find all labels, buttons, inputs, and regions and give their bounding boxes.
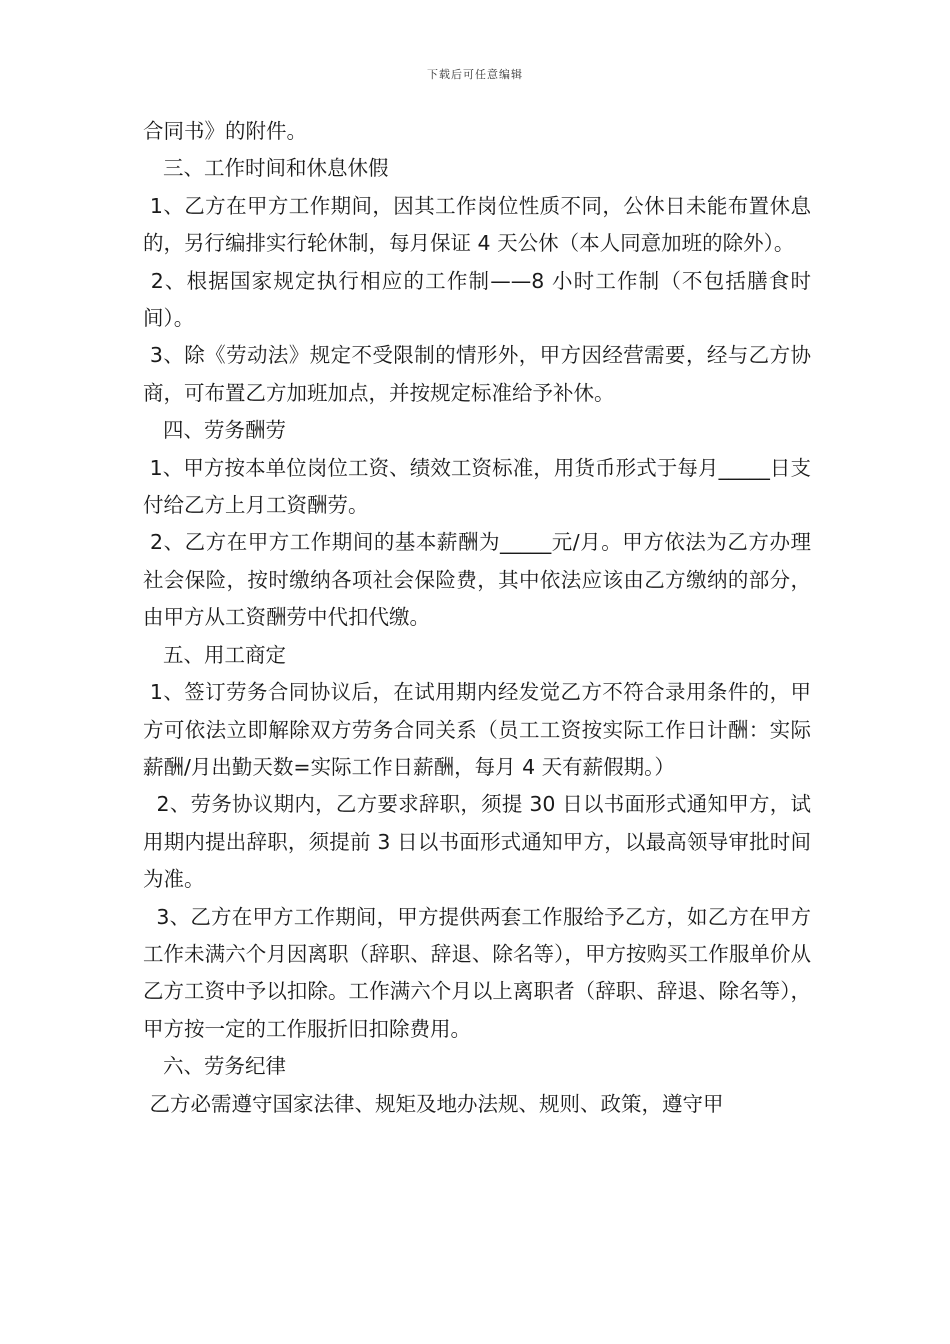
section-heading-remuneration: 四、劳务酬劳	[163, 418, 286, 443]
clause-3-3: 3、除《劳动法》规定不受限制的情形外，甲方因经营需要，经与乙方协商，可布置乙方加班加点，并按规定标准给予补休。	[143, 343, 811, 405]
page-header: 下载后可任意编辑	[427, 68, 523, 81]
clause-4-2: 2、乙方在甲方工作期间的基本薪酬为_____元/月。甲方依法为乙方办理社会保险，按时缴纳各项社会保险费，其中依法应该由乙方缴纳的部分，由甲方从工资酬劳中代扣代缴。	[143, 530, 811, 630]
clause-4-1: 1、甲方按本单位岗位工资、绩效工资标准，用货币形式于每月_____日支付给乙方上月工资酬劳。	[143, 455, 811, 518]
section-heading-employment-terms: 五、用工商定	[163, 642, 286, 667]
clause-5-2: 2、劳务协议期内，乙方要求辞职，须提 30 日以书面形式通知甲方，试用期内提出辞职，须提前 3 日以书面形式通知甲方，以最高领导审批时间为准。	[143, 792, 811, 892]
clause-3-2: 2、根据国家规定执行相应的工作制——8 小时工作制（不包括膳食时间）。	[143, 268, 811, 331]
paragraph-continuation: 合同书》的附件。	[143, 119, 307, 143]
section-heading-work-hours: 三、工作时间和休息休假	[163, 156, 389, 181]
section-heading-discipline: 六、劳务纪律	[163, 1054, 286, 1079]
clause-5-1: 1、签订劳务合同协议后，在试用期内经发觉乙方不符合录用条件的，甲方可依法立即解除双方劳务合同关系（员工工资按实际工作日计酬：实际薪酬/月出勤天数=实际工作日薪酬，每月 4 天有薪假期。）	[143, 680, 811, 779]
document-body	[143, 113, 811, 1123]
clause-5-3: 3、乙方在甲方工作期间，甲方提供两套工作服给予乙方，如乙方在甲方工作未满六个月因离职（辞职、辞退、除名等），甲方按购买工作服单价从乙方工资中予以扣除。工作满六个月以上离职者（辞职、辞退、除名等），甲方按一定的工作服折旧扣除费用。	[143, 904, 811, 1041]
clause-6-intro: 乙方必需遵守国家法律、规矩及地办法规、规则、政策，遵守甲	[143, 1091, 724, 1116]
clause-3-1: 1、乙方在甲方工作期间，因其工作岗位性质不同，公休日未能布置休息的，另行编排实行轮休制，每月保证 4 天公休（本人同意加班的除外）。	[143, 193, 811, 256]
